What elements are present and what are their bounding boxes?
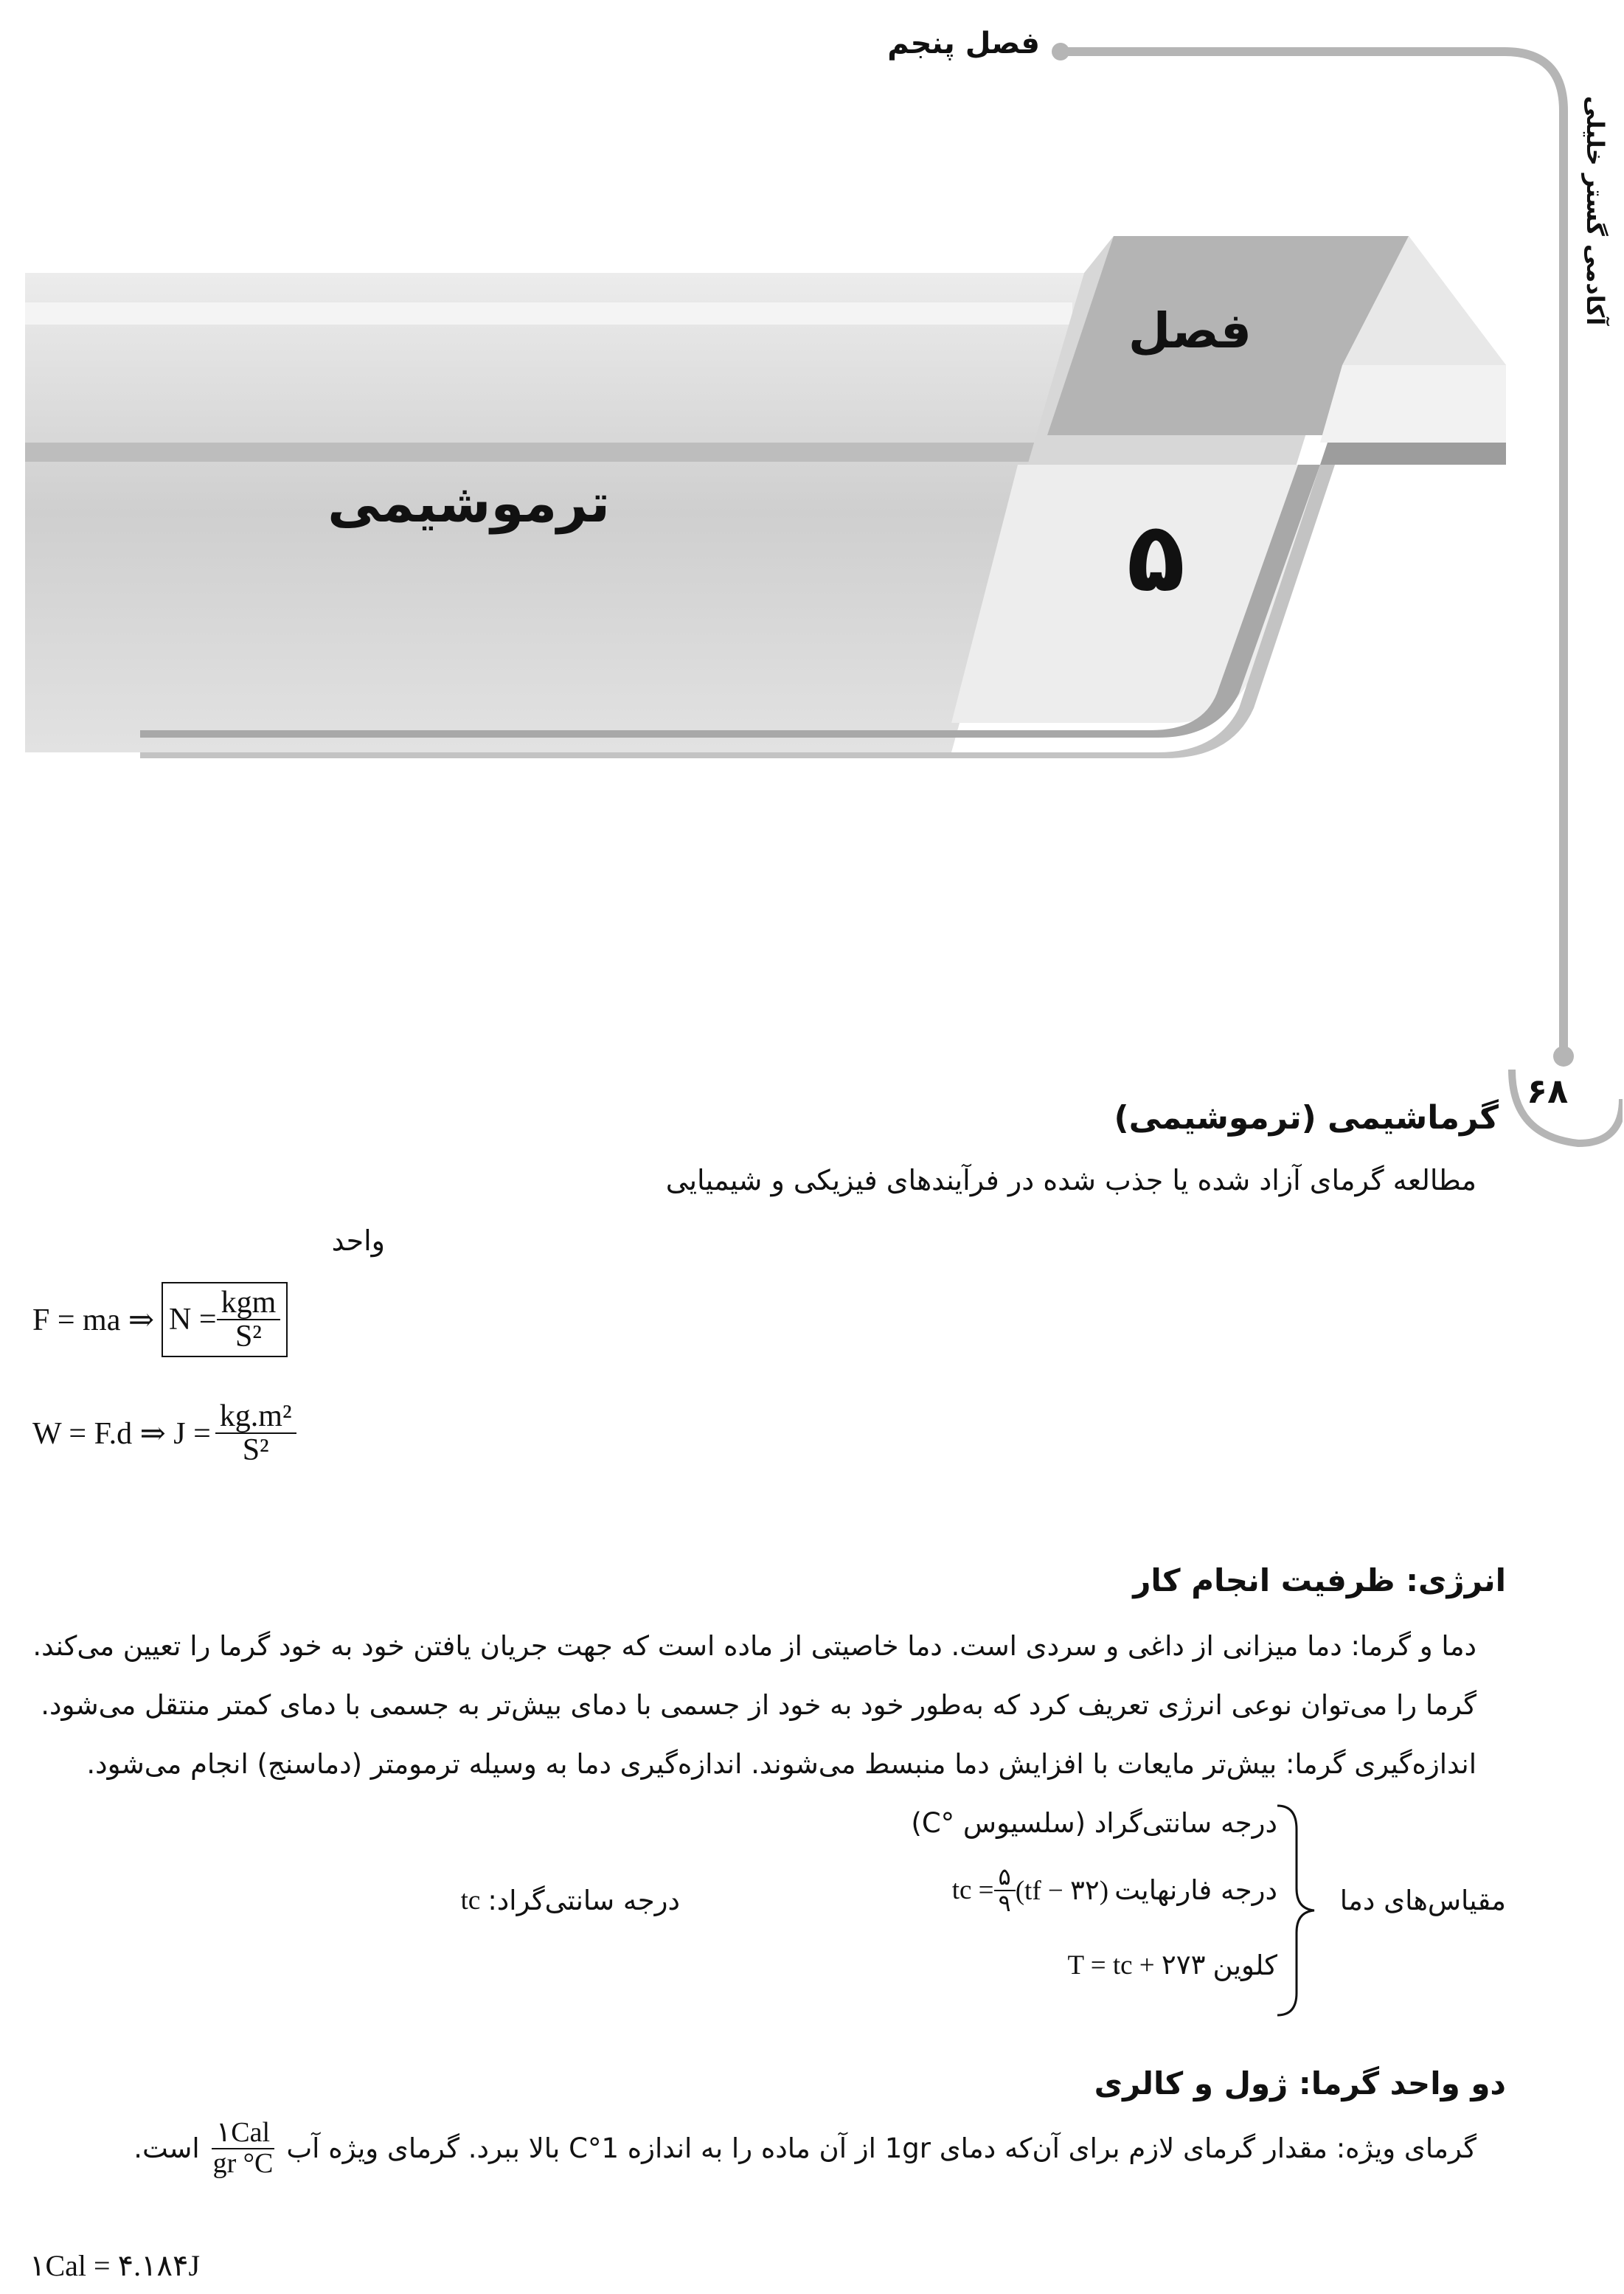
fahrenheit-fraction-numerator: ۵	[994, 1865, 1016, 1891]
temperature-heat-line: دما و گرما: دما میزانی از داغی و سردی است. دما خاصیتی از ماده است که جهت جریان یافتن خود به خود گرما را تعیین می‌کند.	[32, 1630, 1476, 1662]
kelvin-formula: T = tc + ۲۷۳	[1067, 1950, 1206, 1981]
heat-measurement-line: اندازه‌گیری گرما: بیش‌تر مایعات با افزایش دما منبسط می‌شوند. اندازه‌گیری دما به وسیله ترمومتر (دماسنج) انجام می‌شود.	[86, 1748, 1476, 1780]
heat-definition-line: گرما را می‌توان نوعی انرژی تعریف کرد که به‌طور خود به خود از جسمی با دمای بیش‌تر به جسمی با دمای کمتر منتقل می‌شود.	[41, 1689, 1476, 1721]
calorie-joule-equation: ۱Cal = ۴.۱۸۴J	[30, 2249, 201, 2282]
banner-chapter-number: ۵	[1126, 501, 1185, 613]
tc-note-symbol: tc	[460, 1885, 481, 1916]
thermochemistry-definition: مطالعه گرمای آزاد شده یا جذب شده در فرآیندهای فیزیکی و شیمیایی	[665, 1164, 1476, 1196]
work-unit-numerator: kg.m²	[215, 1400, 296, 1434]
work-formula	[32, 1400, 296, 1466]
work-unit-denominator: S²	[242, 1433, 269, 1468]
specific-heat-text: گرمای ویژه: مقدار گرمای لازم برای آن‌که دمای 1gr از آن ماده را به اندازه 1°C بالا ببرد. گرمای ویژه آب	[286, 2132, 1476, 2165]
chapter-banner	[0, 221, 1534, 782]
work-unit-fraction	[215, 1400, 296, 1466]
specific-heat-denominator: gr °C	[212, 2147, 274, 2179]
scale-fahrenheit-row	[952, 1865, 1277, 1916]
scales-brace	[1274, 1800, 1319, 2021]
fahrenheit-fraction-denominator: ۹	[998, 1889, 1011, 1916]
fahrenheit-formula	[952, 1865, 1108, 1916]
section-heading-energy: انرژی: ظرفیت انجام کار	[1133, 1562, 1506, 1598]
scale-fahrenheit-label: درجه فارنهایت	[1114, 1874, 1277, 1907]
banner-title: ترموشیمی	[327, 472, 610, 534]
force-unit-fraction	[217, 1286, 281, 1353]
force-formula	[32, 1282, 288, 1357]
specific-heat-numerator: ۱Cal	[212, 2118, 274, 2149]
scales-label: مقیاس‌های دما	[1339, 1885, 1506, 1916]
fahrenheit-fraction	[994, 1865, 1016, 1916]
tc-note	[461, 1885, 680, 1916]
force-unit-denominator: S²	[235, 1320, 262, 1354]
side-vertical-text: آکادمی گستر خلیلی	[1581, 96, 1609, 326]
specific-heat-water-fraction	[209, 2118, 278, 2179]
section-heading-thermochemistry: گرماشیمی (ترموشیمی)	[1114, 1099, 1499, 1137]
force-unit-box	[162, 1282, 288, 1357]
fahrenheit-formula-rhs: (tf − ۳۲)	[1015, 1875, 1109, 1906]
section-heading-heat-units: دو واحد گرما: ژول و کالری	[1094, 2065, 1506, 2101]
fahrenheit-formula-lhs: tc =	[951, 1875, 994, 1906]
unit-label: واحد	[331, 1224, 385, 1257]
chapter-label: فصل پنجم	[887, 27, 1040, 60]
force-formula-lhs: F = ma ⇒	[32, 1303, 155, 1338]
specific-heat-end: است.	[133, 2132, 200, 2165]
scale-kelvin-row	[1068, 1949, 1277, 1981]
force-unit-numerator: kgm	[217, 1286, 281, 1320]
scale-celsius: درجه سانتی‌گراد (سلسیوس °C)	[911, 1807, 1277, 1839]
force-unit-label: N =	[169, 1303, 217, 1337]
banner-fasl-label: فصل	[1128, 302, 1252, 359]
scale-kelvin-label: کلوین	[1212, 1949, 1277, 1981]
tc-note-label: درجه سانتی‌گراد:	[487, 1885, 680, 1916]
specific-heat-row	[133, 2118, 1476, 2179]
work-formula-lhs: W = F.d ⇒ J =	[32, 1417, 211, 1452]
page-number: ۶۸	[1527, 1071, 1569, 1111]
